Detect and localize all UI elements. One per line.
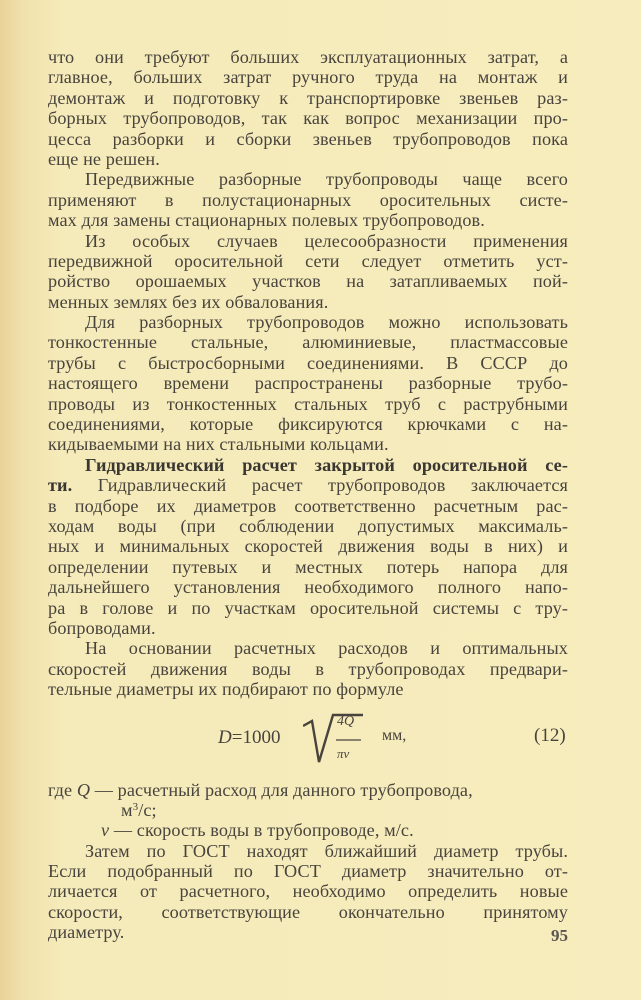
section-heading: Гидравлический расчет закрытой оросительной се- xyxy=(85,454,568,475)
text-line: личается от расчетного, необходимо определить новые xyxy=(48,881,568,902)
text-line: передвижной оросительной сети следует отметить уст- xyxy=(48,250,568,271)
text-line: бопроводами. xyxy=(48,617,156,638)
text-line: применяют в полустационарных оросительных систе- xyxy=(48,189,568,210)
equation-number: (12) xyxy=(534,724,566,746)
text-line: Затем по ГОСТ находят ближайший диаметр трубы. xyxy=(85,840,568,861)
text-line: трубы с быстросборными соединениями. В СССР до xyxy=(48,352,568,373)
definition-q-unit xyxy=(48,800,568,820)
definition-v-text: — скорость воды в трубопроводе, м/с. xyxy=(109,820,414,841)
text-line: тонкостенные стальные, алюминиевые, пластмассовые xyxy=(48,332,568,353)
paragraph-5-hydraulic-calculation xyxy=(48,455,568,639)
text-line: Из особых случаев целесообразности применения xyxy=(85,230,568,251)
formula-12 xyxy=(48,710,568,780)
text-line: скоростей движения воды в трубопроводах предвари- xyxy=(48,658,568,679)
text-line: настоящего времени распространены разборные трубо- xyxy=(48,373,568,394)
definition-v xyxy=(48,820,568,840)
text-line: диаметру. xyxy=(48,922,125,943)
paragraph-final xyxy=(48,841,568,943)
text-line: менных землях без их обвалования. xyxy=(48,291,329,312)
text-line: в подборе их диаметров соответственно расчетным рас- xyxy=(48,495,568,516)
text-line: еще не решен. xyxy=(48,148,160,169)
paragraph-3 xyxy=(48,231,568,313)
unit-superscript: 3 xyxy=(132,800,139,813)
text-line: ходам воды (при соблюдении допустимых максималь- xyxy=(48,515,568,536)
definition-q-text: — расчетный расход для данного трубопровода, xyxy=(90,779,473,800)
text-line: главное, больших затрат ручного труда на монтаж и xyxy=(48,67,568,88)
paragraph-2 xyxy=(48,169,568,230)
text-line: соединениями, которые фиксируются крючками с на- xyxy=(48,414,568,435)
variable-q: Q xyxy=(76,779,91,800)
paragraph-1 xyxy=(48,47,568,169)
text-line-rest: Гидравлический расчет трубопроводов заключается xyxy=(72,475,568,496)
text-line: Для разборных трубопроводов можно использовать xyxy=(85,312,568,333)
formula-lhs xyxy=(218,727,280,749)
page-body xyxy=(48,47,568,943)
text-line: демонтаж и подготовку к транспортировке звеньев раз- xyxy=(48,87,568,108)
where-word: где xyxy=(48,779,73,800)
text-line: что они требуют больших эксплуатационных затрат, а xyxy=(48,47,568,67)
text-line: ра в голове и по участкам оросительной системы с тру- xyxy=(48,597,568,618)
unit-rest: /с; xyxy=(138,799,157,820)
text-line xyxy=(48,475,568,495)
definition-q xyxy=(48,780,568,800)
paragraph-6 xyxy=(48,638,568,699)
text-line: определении путевых и местных потерь напора для xyxy=(48,556,568,577)
text-line: проводы из тонкостенных стальных труб с раструбными xyxy=(48,393,568,414)
text-line: ных и минимальных скоростей движения воды в них) и xyxy=(48,536,568,557)
section-heading-tail: ти. xyxy=(48,475,73,496)
variable-v: v xyxy=(101,820,110,841)
text-line: мах для замены стационарных полевых трубопроводов. xyxy=(48,210,485,231)
variable-definitions xyxy=(48,780,568,841)
unit-base: м xyxy=(121,799,133,820)
formula-numerator: 4Q xyxy=(337,713,355,729)
formula-denominator: πv xyxy=(337,745,350,761)
text-line: На основании расчетных расходов и оптимальных xyxy=(85,638,568,659)
formula-unit: мм, xyxy=(382,726,407,744)
text-line: борных трубопроводов, так как вопрос механизации про- xyxy=(48,108,568,129)
text-line: цесса разборки и сборки звеньев трубопроводов пока xyxy=(48,128,568,149)
text-line: дальнейшего установления необходимого полного напо- xyxy=(48,577,568,598)
text-line: ройство орошаемых участков на затапливаемых пой- xyxy=(48,271,568,292)
formula-constant: =1000 xyxy=(231,726,281,748)
text-line: Передвижные разборные трубопроводы чаще всего xyxy=(85,169,568,190)
text-line: Если подобранный по ГОСТ диаметр значительно от- xyxy=(48,861,568,882)
page-number: 95 xyxy=(551,926,568,945)
text-line: скорости, соответствующие окончательно принятому xyxy=(48,901,568,922)
paragraph-4 xyxy=(48,312,568,455)
text-line: тельные диаметры их подбирают по формуле xyxy=(48,679,404,700)
formula-variable-d: D xyxy=(218,726,232,748)
text-line: кидываемыми на них стальными кольцами. xyxy=(48,434,389,455)
